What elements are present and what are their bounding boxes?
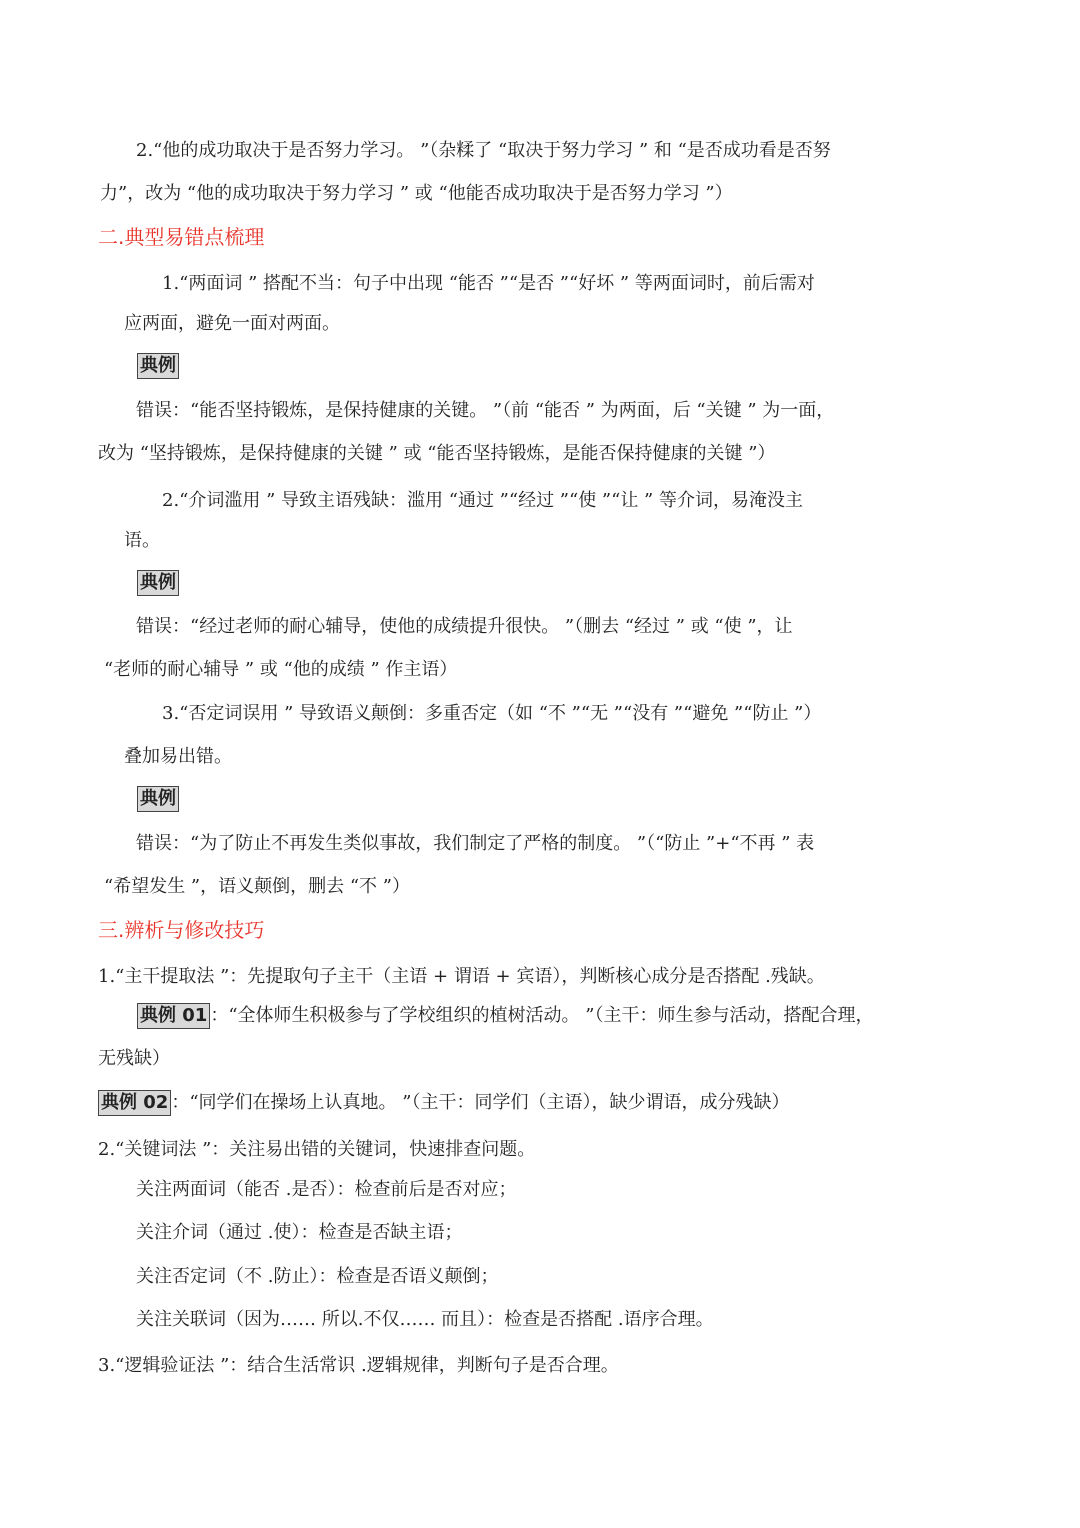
s3-method2-point-1: 关注两面词（能否 .是否）：检查前后是否对应； — [136, 1179, 517, 1200]
s2-item1-example-tag-row — [137, 353, 179, 379]
s2-item1-example-line-2: 改为 “坚持锻炼，是保持健康的关键 ” 或 “能否坚持锻炼，是能否保持健康的关键 ”） — [98, 443, 776, 464]
s2-item1-line-2: 应两面，避免一面对两面。 — [124, 313, 340, 334]
s3-example-01-line-1: ：“全体师生积极参与了学校组织的植树活动。 ”（主干：师生参与活动，搭配合理， — [210, 1005, 874, 1026]
s2-item3-example-tag-row — [137, 786, 179, 812]
s3-example-02-text: ：“同学们在操场上认真地。 ”（主干：同学们（主语），缺少谓语，成分残缺） — [171, 1092, 790, 1113]
s2-item1-example-line-1: 错误：“能否坚持锻炼，是保持健康的关键。 ”（前 “能否 ” 为两面，后 “关键 ” 为一面， — [136, 400, 835, 421]
s3-method3-line: 3.“逻辑验证法 ”：结合生活常识 .逻辑规律，判断句子是否合理。 — [98, 1355, 619, 1376]
section-2-title: 二.典型易错点梳理 — [98, 225, 265, 249]
s3-method2-point-2: 关注介词（通过 .使）：检查是否缺主语； — [136, 1222, 463, 1243]
s2-item2-example-tag-row — [137, 570, 179, 596]
example-tag: 典例 — [137, 353, 179, 379]
s2-item2-line-1: 2.“介词滥用 ” 导致主语残缺：滥用 “通过 ”“经过 ”“使 ”“让 ” 等介词，易淹没主 — [162, 490, 803, 511]
s2-item2-line-2: 语。 — [124, 530, 160, 551]
example-01-tag: 典例 01 — [137, 1003, 210, 1029]
example-02-tag: 典例 02 — [98, 1090, 171, 1116]
s2-item1-line-1: 1.“两面词 ” 搭配不当：句子中出现 “能否 ”“是否 ”“好坏 ” 等两面词时，前后需对 — [162, 273, 815, 294]
s2-item3-line-2: 叠加易出错。 — [124, 746, 232, 767]
s3-method1-line: 1.“主干提取法 ”：先提取句子主干（主语 + 谓语 + 宾语），判断核心成分是否搭配 .残缺。 — [98, 966, 825, 987]
s2-item2-example-line-2: “老师的耐心辅导 ” 或 “他的成绩 ” 作主语） — [104, 659, 458, 680]
s2-item3-example-line-1: 错误：“为了防止不再发生类似事故，我们制定了严格的制度。 ”（“防止 ”+“不再 ” 表 — [136, 833, 815, 854]
intro-line-2: 力”，改为 “他的成功取决于努力学习 ” 或 “他能否成功取决于是否努力学习 ”） — [100, 183, 733, 204]
s3-method2-point-4: 关注关联词（因为…… 所以.不仅…… 而且）：检查是否搭配 .语序合理。 — [136, 1309, 714, 1330]
s3-example-01-row — [137, 1003, 873, 1029]
s2-item3-line-1: 3.“否定词误用 ” 导致语义颠倒：多重否定（如 “不 ”“无 ”“没有 ”“避免 ”“防止 ”） — [162, 703, 822, 724]
intro-line-1: 2.“他的成功取决于是否努力学习。 ”（杂糅了 “取决于努力学习 ” 和 “是否成功看是否努 — [136, 140, 831, 161]
section-3-title: 三.辨析与修改技巧 — [98, 918, 265, 942]
s2-item2-example-line-1: 错误：“经过老师的耐心辅导，使他的成绩提升很快。 ”（删去 “经过 ” 或 “使 ”，让 — [136, 616, 793, 637]
s2-item3-example-line-2: “希望发生 ”，语义颠倒，删去 “不 ”） — [104, 876, 410, 897]
s3-method2-point-3: 关注否定词（不 .防止）：检查是否语义颠倒； — [136, 1266, 499, 1287]
s3-example-01-line-2: 无残缺） — [98, 1048, 170, 1069]
example-tag: 典例 — [137, 786, 179, 812]
s3-example-02-row — [98, 1090, 789, 1116]
s3-method2-line: 2.“关键词法 ”：关注易出错的关键词，快速排查问题。 — [98, 1139, 536, 1160]
example-tag: 典例 — [137, 570, 179, 596]
